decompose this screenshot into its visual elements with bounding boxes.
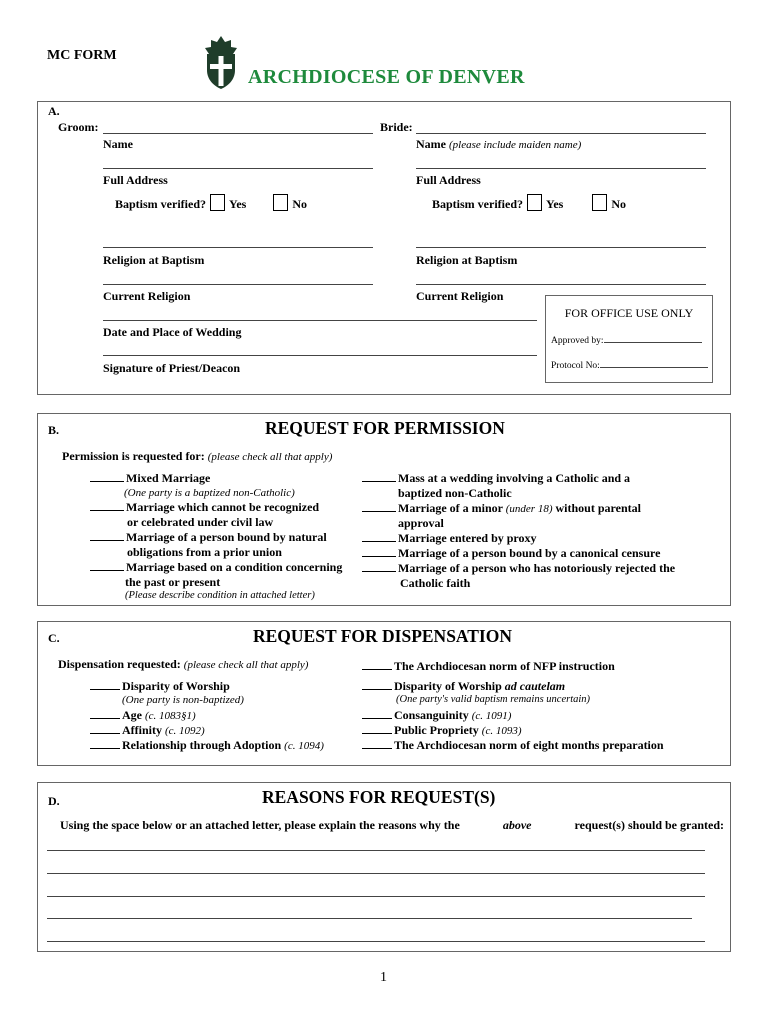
bride-yes-label: Yes [546,197,564,211]
permission-rejected-faith[interactable]: Marriage of a person who has notoriously rejected the [362,561,675,576]
section-d-letter: D. [48,794,60,808]
bride-name-caption [416,137,581,152]
permission-natural-obligations[interactable]: Marriage of a person bound by natural [90,530,327,545]
groom-address-label: Full Address [103,173,168,187]
section-a-letter: A. [48,104,60,118]
permission-mass-wedding-cont: baptized non-Catholic [398,486,512,500]
office-use-box [545,295,713,383]
bride-name-note: (please include maiden name) [449,139,582,151]
dispensation-eight-months[interactable]: The Archdiocesan norm of eight months preparation [362,738,664,753]
reasons-instruction-part1: Using the space below or an attached letter, please explain the reasons why the [60,818,460,832]
permission-natural-obligations-cont: obligations from a prior union [127,545,282,559]
dispensation-public-propriety[interactable]: Public Propriety (c. 1093) [362,723,522,738]
bride-name-field[interactable] [416,133,706,134]
permission-mixed-marriage[interactable]: Mixed Marriage [90,471,210,486]
dispensation-consanguinity[interactable]: Consanguinity (c. 1091) [362,708,511,723]
groom-religion-baptism-field[interactable] [103,247,373,248]
permission-condition[interactable]: Marriage based on a condition concerning [90,560,342,575]
dispensation-intro-label: Dispensation requested: [58,657,181,671]
permission-proxy[interactable]: Marriage entered by proxy [362,531,537,546]
permission-civil-law-cont: or celebrated under civil law [127,515,274,529]
bride-religion-baptism-field[interactable] [416,247,706,248]
groom-baptism-no-checkbox[interactable] [273,194,288,211]
reasons-line-4[interactable] [47,918,692,919]
bride-current-religion-field[interactable] [416,284,706,285]
bride-baptism-no-checkbox[interactable] [592,194,607,211]
permission-intro-note: (please check all that apply) [207,451,333,463]
dispensation-age[interactable]: Age (c. 1083§1) [90,708,196,723]
groom-address-field[interactable] [103,168,373,169]
section-d-title: REASONS FOR REQUEST(S) [262,787,496,807]
section-b-letter: B. [48,423,60,437]
bride-name-label: Name [416,137,446,151]
permission-condition-cont: the past or present [125,575,221,589]
bride-baptism-row [432,194,626,212]
permission-minor[interactable]: Marriage of a minor (under 18) without parental [362,501,641,516]
form-code: MC FORM [47,48,117,63]
permission-civil-law[interactable]: Marriage which cannot be recognized [90,500,319,515]
office-title: FOR OFFICE USE ONLY [564,306,694,320]
groom-current-religion-field[interactable] [103,284,373,285]
date-place-field[interactable] [103,320,537,321]
groom-yes-label: Yes [229,197,247,211]
groom-baptism-row [115,194,307,212]
dispensation-ad-cautelam[interactable]: Disparity of Worship ad cautelam [362,679,565,694]
bride-no-label: No [611,197,627,211]
bride-baptism-label: Baptism verified? [432,197,523,211]
dispensation-affinity[interactable]: Affinity (c. 1092) [90,723,205,738]
groom-name-label: Name [103,137,133,151]
reasons-line-3[interactable] [47,896,705,897]
permission-rejected-faith-cont: Catholic faith [400,576,471,590]
protocol-field[interactable] [600,367,708,368]
bride-current-religion-label: Current Religion [416,289,504,303]
groom-current-religion-label: Current Religion [103,289,191,303]
groom-no-label: No [292,197,308,211]
section-c-title: REQUEST FOR DISPENSATION [253,626,512,646]
permission-intro [62,449,332,464]
bride-address-label: Full Address [416,173,481,187]
permission-censure[interactable]: Marriage of a person bound by a canonical censure [362,546,660,561]
protocol-label: Protocol No: [551,361,600,371]
permission-minor-cont: approval [398,516,444,530]
groom-baptism-label: Baptism verified? [115,197,206,211]
groom-name-field[interactable] [103,133,373,134]
approved-by-field[interactable] [604,342,702,343]
permission-intro-label: Permission is requested for: [62,449,205,463]
protocol-row [551,361,708,371]
section-c-letter: C. [48,631,60,645]
date-place-label: Date and Place of Wedding [103,325,242,339]
approved-by-row [551,336,702,346]
reasons-line-1[interactable] [47,850,705,851]
permission-condition-note: (Please describe condition in attached letter) [125,590,315,601]
approved-by-label: Approved by: [551,336,604,346]
dispensation-disparity-worship[interactable]: Disparity of Worship [90,679,230,694]
dispensation-ad-cautelam-note: (One party's valid baptism remains uncertain) [396,694,591,705]
reasons-line-2[interactable] [47,873,705,874]
reasons-instruction-part2: request(s) should be granted: [574,818,724,832]
groom-religion-baptism-label: Religion at Baptism [103,253,205,267]
dispensation-intro [58,657,308,672]
signature-field[interactable] [103,355,537,356]
org-name: ARCHDIOCESE OF DENVER [248,66,525,88]
dispensation-intro-note: (please check all that apply) [183,659,309,671]
bride-address-field[interactable] [416,168,706,169]
permission-mass-wedding[interactable]: Mass at a wedding involving a Catholic and a [362,471,630,486]
bride-label: Bride: [380,120,413,134]
permission-mixed-marriage-note: (One party is a baptized non-Catholic) [124,487,295,499]
dispensation-disparity-worship-note: (One party is non-baptized) [122,694,244,706]
reasons-line-5[interactable] [47,941,705,942]
dispensation-nfp[interactable]: The Archdiocesan norm of NFP instruction [362,659,615,674]
archdiocese-crest-icon [201,34,241,90]
bride-religion-baptism-label: Religion at Baptism [416,253,518,267]
reasons-instruction [60,818,724,833]
groom-label: Groom: [58,120,99,134]
dispensation-adoption[interactable]: Relationship through Adoption (c. 1094) [90,738,324,753]
section-b-title: REQUEST FOR PERMISSION [265,418,505,438]
bride-baptism-yes-checkbox[interactable] [527,194,542,211]
page-number: 1 [380,970,387,985]
reasons-instruction-italic: above [502,818,532,832]
signature-label: Signature of Priest/Deacon [103,361,241,375]
groom-baptism-yes-checkbox[interactable] [210,194,225,211]
